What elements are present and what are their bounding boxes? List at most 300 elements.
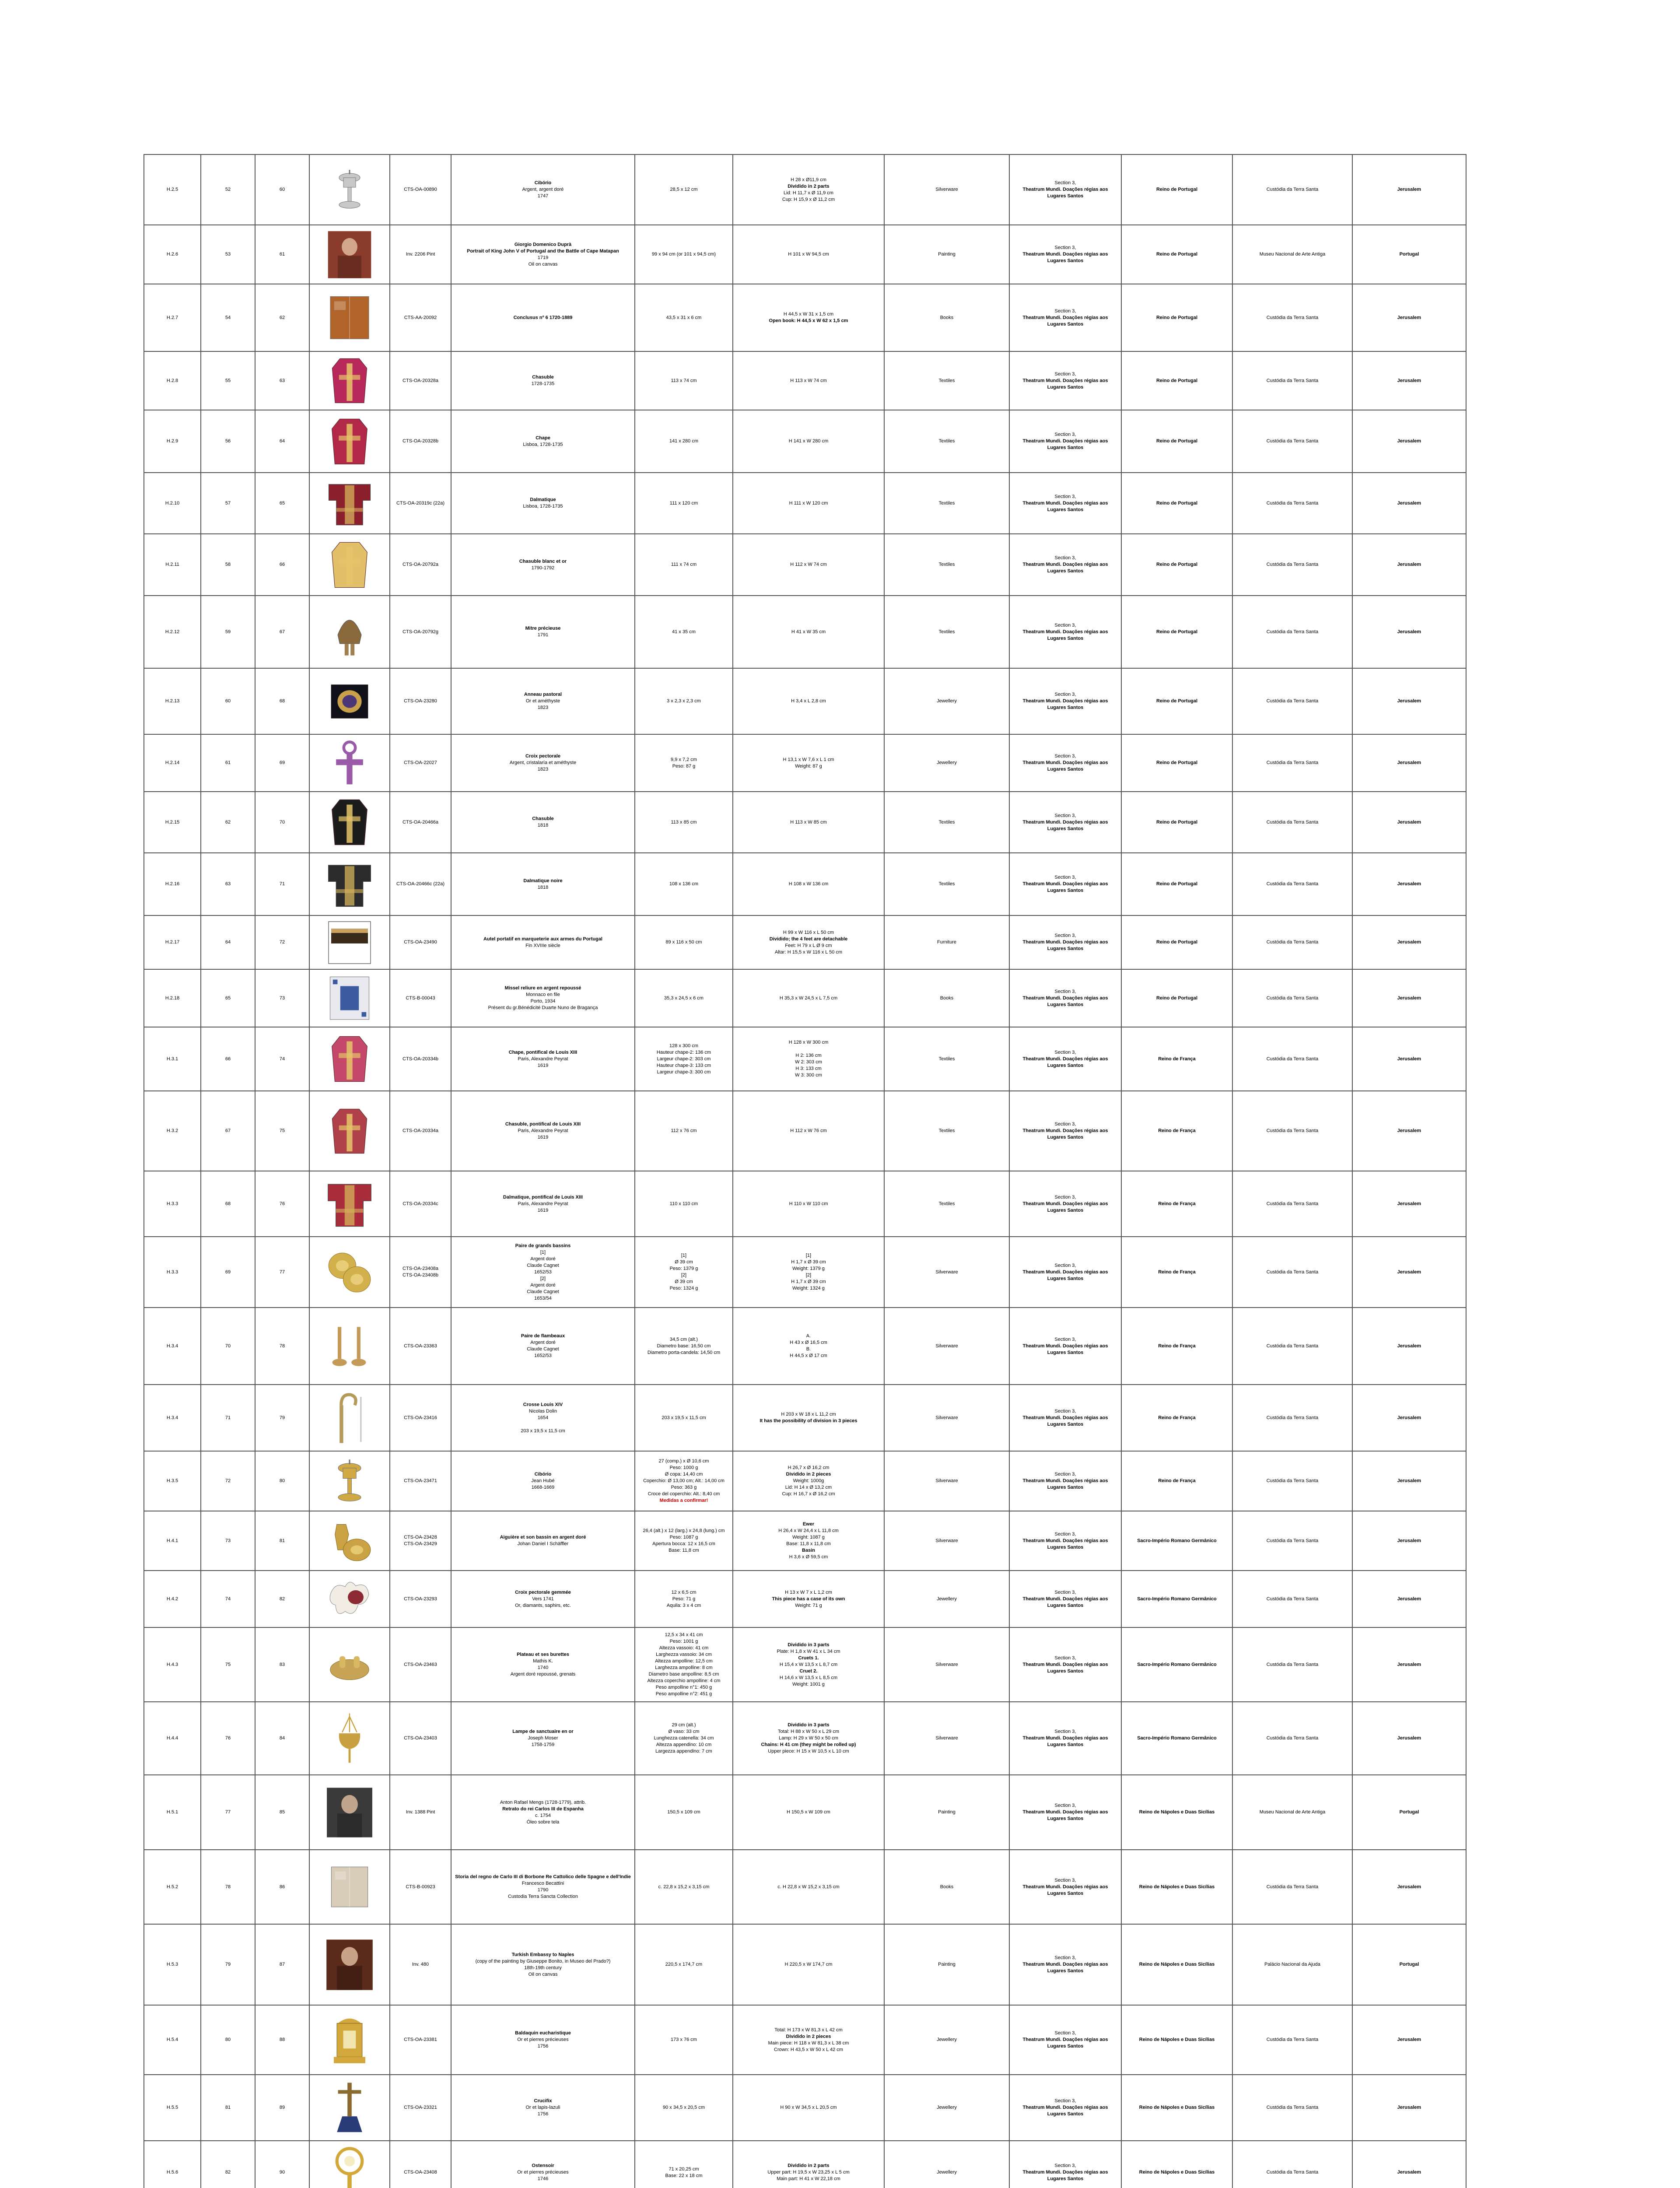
object-description-line: Portrait of King John V of Portugal and the Battle of Cape Matapan <box>467 248 619 254</box>
exhibition-section-line: Section 3, <box>1054 494 1076 499</box>
table-row <box>144 2075 1466 2141</box>
lender: Custódia da Terra Santa <box>1232 792 1352 853</box>
exhibition-section-line: Section 3, <box>1054 1803 1076 1808</box>
object-image-icon <box>323 921 376 964</box>
exhibition-section-line: Section 3, <box>1054 813 1076 818</box>
inventory-number: CTS-OA-23408 <box>390 2141 451 2188</box>
lender: Custódia da Terra Santa <box>1232 2075 1352 2141</box>
entry-number: 89 <box>255 2075 309 2141</box>
dimensions-measured <box>733 915 884 969</box>
dimensions-original-line: Largezza appendino: 7 cm <box>655 1749 712 1754</box>
kingdom: Reino de Portugal <box>1121 853 1232 915</box>
table-row <box>144 1924 1466 2005</box>
table-row <box>144 915 1466 969</box>
lender: Custódia da Terra Santa <box>1232 410 1352 473</box>
entry-number: 74 <box>255 1027 309 1091</box>
inventory-number: Inv. 1388 Pint <box>390 1775 451 1850</box>
object-description-line: Paire de flambeaux <box>521 1333 565 1339</box>
dimensions-measured <box>733 1627 884 1702</box>
kingdom: Reino de Nápoles e Duas Sicílias <box>1121 2075 1232 2141</box>
exhibition-section-line: Lugares Santos <box>1047 826 1084 831</box>
exhibition-section-line: Lugares Santos <box>1047 946 1084 951</box>
catalogue-id: H.2.14 <box>144 734 201 792</box>
dimensions-original-line: 89 x 116 x 50 cm <box>665 940 702 945</box>
lender: Custódia da Terra Santa <box>1232 351 1352 410</box>
dimensions-original <box>635 596 733 668</box>
catalogue-id: H.5.3 <box>144 1924 201 2005</box>
kingdom: Sacro-Império Romano Germânico <box>1121 1702 1232 1775</box>
dimensions-measured <box>733 2141 884 2188</box>
dimensions-measured-line: H 3,6 x Ø 59,5 cm <box>789 1554 828 1560</box>
exhibition-section-line: Theatrum Mundi. Doações régias aos <box>1022 2105 1108 2110</box>
inventory-number: CTS-OA-20328b <box>390 410 451 473</box>
exhibition-section-line: Theatrum Mundi. Doações régias aos <box>1022 1343 1108 1349</box>
dimensions-original-line: 113 x 85 cm <box>671 819 697 825</box>
object-type: Textiles <box>884 473 1009 534</box>
object-description-line: Chasuble, pontifical de Louis XIII <box>505 1122 581 1127</box>
lender: Custódia da Terra Santa <box>1232 2005 1352 2075</box>
dimensions-original-line: 27 (comp.) x Ø 10,6 cm <box>658 1459 709 1464</box>
object-thumbnail <box>323 1323 376 1369</box>
exhibition-section-line: Section 3, <box>1054 754 1076 759</box>
dimensions-original-line: Base: 11,8 cm <box>668 1548 699 1553</box>
table-row <box>144 1511 1466 1571</box>
object-type: Books <box>884 1850 1009 1924</box>
dimensions-measured <box>733 410 884 473</box>
dimensions-original <box>635 1091 733 1171</box>
location: Jerusalem <box>1352 734 1466 792</box>
object-description-line: Dalmatique <box>530 497 556 502</box>
exhibition-section <box>1009 596 1121 668</box>
dimensions-original-line: 43,5 x 31 x 6 cm <box>666 315 702 320</box>
object-image-icon <box>323 1392 376 1444</box>
kingdom: Reino de Nápoles e Duas Sicílias <box>1121 1850 1232 1924</box>
dimensions-measured-line: A. <box>806 1333 811 1339</box>
catalogue-number: 64 <box>201 915 255 969</box>
kingdom: Reino de França <box>1121 1091 1232 1171</box>
inventory-number: CTS-OA-23471 <box>390 1451 451 1511</box>
exhibition-section-line: Theatrum Mundi. Doações régias aos <box>1022 315 1108 320</box>
entry-number: 67 <box>255 596 309 668</box>
kingdom: Reino de França <box>1121 1027 1232 1091</box>
object-description-line: Or, diamants, saphirs, etc. <box>515 1602 571 1608</box>
object-thumbnail-cell <box>309 1091 390 1171</box>
object-image-icon <box>323 294 376 342</box>
dimensions-original-line: 110 x 110 cm <box>669 1201 698 1206</box>
object-type: Silverware <box>884 1511 1009 1571</box>
entry-number: 82 <box>255 1571 309 1627</box>
object-description <box>451 154 635 225</box>
exhibition-section-line: Section 3, <box>1054 1955 1076 1960</box>
dimensions-measured-line: Dividido in 3 parts <box>788 1722 830 1728</box>
object-description-line <box>454 1421 632 1428</box>
entry-number: 76 <box>255 1171 309 1237</box>
object-description-line: 1619 <box>537 1207 549 1213</box>
dimensions-measured-line: Weight: 1000g <box>793 1478 824 1483</box>
location: Jerusalem <box>1352 1171 1466 1237</box>
catalogue-number: 65 <box>201 969 255 1027</box>
object-thumbnail-cell <box>309 534 390 596</box>
dimensions-measured <box>733 1237 884 1308</box>
table-row <box>144 668 1466 734</box>
catalogue-number: 55 <box>201 351 255 410</box>
inventory-number: CTS-OA-23381 <box>390 2005 451 2075</box>
object-type: Jewellery <box>884 2141 1009 2188</box>
lender: Custódia da Terra Santa <box>1232 1571 1352 1627</box>
lender: Custódia da Terra Santa <box>1232 2141 1352 2188</box>
object-thumbnail <box>323 1249 376 1295</box>
dimensions-measured-line: Cup: H 16,7 x Ø 16,2 cm <box>782 1491 835 1497</box>
catalogue-number: 69 <box>201 1237 255 1308</box>
object-description-line: Plateau et ses burettes <box>517 1652 569 1657</box>
dimensions-measured-line: H 101 x W 94,5 cm <box>788 252 829 257</box>
exhibition-section-line: Section 3, <box>1054 1877 1076 1883</box>
dimensions-measured <box>733 1924 884 2005</box>
catalogue-id: H.2.15 <box>144 792 201 853</box>
dimensions-measured-line: H 3,4 x L 2,8 cm <box>791 698 826 704</box>
object-description-line: [1] <box>540 1249 546 1255</box>
location: Jerusalem <box>1352 915 1466 969</box>
table-row <box>144 1308 1466 1385</box>
object-description <box>451 1850 635 1924</box>
kingdom: Reino de Nápoles e Duas Sicílias <box>1121 1924 1232 2005</box>
catalogue-number: 61 <box>201 734 255 792</box>
dimensions-original <box>635 1924 733 2005</box>
exhibition-section-line: Theatrum Mundi. Doações régias aos <box>1022 819 1108 825</box>
location: Jerusalem <box>1352 2075 1466 2141</box>
table-row <box>144 1850 1466 1924</box>
kingdom: Reino de França <box>1121 1171 1232 1237</box>
dimensions-original <box>635 1385 733 1451</box>
object-image-icon <box>323 1712 376 1765</box>
catalogue-number: 52 <box>201 154 255 225</box>
dimensions-measured-line: H 13 x W 7 x L 1,2 cm <box>785 1589 832 1595</box>
object-thumbnail-cell <box>309 1775 390 1850</box>
object-image-icon <box>323 1644 376 1686</box>
dimensions-original-line: 99 x 94 cm (or 101 x 94,5 cm) <box>651 252 716 257</box>
table-row <box>144 792 1466 853</box>
entry-number: 84 <box>255 1702 309 1775</box>
object-thumbnail-cell <box>309 1702 390 1775</box>
dimensions-original-line: 71 x 20,25 cm <box>668 2166 699 2172</box>
lender: Custódia da Terra Santa <box>1232 1627 1352 1702</box>
kingdom: Reino de Portugal <box>1121 792 1232 853</box>
object-thumbnail-cell <box>309 410 390 473</box>
dimensions-measured-line: Dividido in 2 parts <box>788 183 830 189</box>
object-description-line: 1619 <box>537 1062 549 1068</box>
dimensions-measured-line: H 141 x W 280 cm <box>788 438 829 444</box>
dimensions-original-line: Peso: 1087 g <box>669 1535 698 1540</box>
inventory-number: Inv. 2206 Pint <box>390 225 451 284</box>
object-description-line: Custodia Terra Sancta Collection <box>508 1894 578 1899</box>
object-description-line: Nicolas Dolin <box>528 1408 557 1414</box>
inventory-number: CTS-OA-23490 <box>390 915 451 969</box>
dimensions-original <box>635 915 733 969</box>
object-image-icon <box>323 975 376 1021</box>
object-thumbnail-cell <box>309 1924 390 2005</box>
dimensions-measured <box>733 351 884 410</box>
object-type: Jewellery <box>884 1571 1009 1627</box>
object-type: Jewellery <box>884 2005 1009 2075</box>
object-description-line: Crosse Louis XIV <box>523 1402 563 1407</box>
exhibition-section-line: Theatrum Mundi. Doações régias aos <box>1022 629 1108 635</box>
dimensions-measured-line: Feet: H 79 x L Ø 9 cm <box>785 943 832 948</box>
object-thumbnail-cell <box>309 351 390 410</box>
object-description-line: Anton Rafael Mengs (1728-1779), attrib. <box>500 1799 586 1805</box>
dimensions-original <box>635 154 733 225</box>
exhibition-section-line: Section 3, <box>1054 308 1076 314</box>
entry-number: 83 <box>255 1627 309 1702</box>
catalogue-id: H.5.5 <box>144 2075 201 2141</box>
dimensions-original-line: Aquila: 3 x 4 cm <box>666 1602 701 1608</box>
exhibition-section-line: Section 3, <box>1054 1472 1076 1477</box>
dimensions-original-line: 3 x 2,3 x 2,3 cm <box>667 698 701 704</box>
object-thumbnail <box>323 2013 376 2068</box>
inventory-number: CTS-OA-20792a <box>390 534 451 596</box>
table-row <box>144 225 1466 284</box>
exhibition-section <box>1009 1171 1121 1237</box>
dimensions-measured-line: Lid: H 11,7 x Ø 11,9 cm <box>784 190 833 196</box>
catalogue-number: 80 <box>201 2005 255 2075</box>
exhibition-section <box>1009 1627 1121 1702</box>
exhibition-section <box>1009 853 1121 915</box>
dimensions-original <box>635 792 733 853</box>
object-description-line: Argent doré <box>530 1340 556 1345</box>
dimensions-measured-line: H 108 x W 136 cm <box>788 881 829 887</box>
dimensions-measured-line: H 28 x Ø11,9 cm <box>791 177 826 182</box>
exhibition-section-line: Lugares Santos <box>1047 2044 1084 2049</box>
dimensions-original <box>635 1850 733 1924</box>
location: Jerusalem <box>1352 1385 1466 1451</box>
lender: Custódia da Terra Santa <box>1232 734 1352 792</box>
dimensions-measured-line: Upper part: H 19,5 x W 23,25 x L 5 cm <box>767 2170 850 2175</box>
dimensions-measured <box>733 1171 884 1237</box>
exhibition-section-line: Section 3, <box>1054 1194 1076 1200</box>
dimensions-original-line: Ø copa: 14,40 cm <box>665 1472 703 1477</box>
catalogue-number: 77 <box>201 1775 255 1850</box>
object-description-line: 1756 <box>537 2044 549 2049</box>
kingdom: Reino de França <box>1121 1237 1232 1308</box>
object-description-line: Crucifix <box>534 2098 552 2104</box>
object-thumbnail <box>323 607 376 656</box>
exhibition-section-line: Theatrum Mundi. Doações régias aos <box>1022 1478 1108 1483</box>
object-description <box>451 534 635 596</box>
exhibition-section-line: Section 3, <box>1054 1408 1076 1414</box>
exhibition-section-line: Theatrum Mundi. Doações régias aos <box>1022 1201 1108 1206</box>
dimensions-measured-line: Open book: H 44,5 x W 62 x 1,5 cm <box>769 318 848 323</box>
dimensions-measured <box>733 2005 884 2075</box>
catalogue-number: 54 <box>201 284 255 351</box>
catalogue-id: H.2.11 <box>144 534 201 596</box>
object-image-icon <box>323 1787 376 1838</box>
entry-number: 71 <box>255 853 309 915</box>
object-type: Jewellery <box>884 734 1009 792</box>
dimensions-measured-line: H 1,7 x Ø 39 cm <box>791 1259 826 1265</box>
object-description <box>451 734 635 792</box>
dimensions-measured <box>733 1511 884 1571</box>
catalogue-id: H.2.12 <box>144 596 201 668</box>
object-thumbnail <box>323 1458 376 1505</box>
exhibition-section-line: Theatrum Mundi. Doações régias aos <box>1022 1269 1108 1275</box>
table-row <box>144 410 1466 473</box>
exhibition-section-line: Lugares Santos <box>1047 1668 1084 1674</box>
exhibition-section-line: Section 3, <box>1054 933 1076 938</box>
object-thumbnail-cell <box>309 2005 390 2075</box>
object-description <box>451 853 635 915</box>
lender: Custódia da Terra Santa <box>1232 1027 1352 1091</box>
kingdom: Sacro-Império Romano Germânico <box>1121 1571 1232 1627</box>
table-row <box>144 154 1466 225</box>
dimensions-measured-line: Weight: 87 g <box>795 763 822 769</box>
dimensions-measured-line: Upper piece: H 15 x W 10,5 x L 10 cm <box>768 1749 849 1754</box>
catalogue-id: H.2.8 <box>144 351 201 410</box>
location: Jerusalem <box>1352 2005 1466 2075</box>
object-description-line: 1652/53 <box>534 1269 552 1275</box>
object-type: Furniture <box>884 915 1009 969</box>
object-type: Books <box>884 969 1009 1027</box>
catalogue-id: H.4.1 <box>144 1511 201 1571</box>
exhibition-section-line: Section 3, <box>1054 2098 1076 2104</box>
object-thumbnail-cell <box>309 2141 390 2188</box>
object-type: Jewellery <box>884 668 1009 734</box>
object-thumbnail-cell <box>309 1511 390 1571</box>
dimensions-measured-line: Lamp: H 29 x W 50 x 50 cm <box>779 1736 838 1741</box>
dimensions-original-line: Hauteur chape-2: 136 cm <box>656 1049 711 1055</box>
location: Jerusalem <box>1352 596 1466 668</box>
object-type: Textiles <box>884 410 1009 473</box>
exhibition-section-line: Lugares Santos <box>1047 384 1084 390</box>
object-description-line: Johan Daniel I Schäffler <box>517 1541 569 1546</box>
catalogue-id: H.4.2 <box>144 1571 201 1627</box>
catalogue-number: 67 <box>201 1091 255 1171</box>
object-description-line: Monnaco en file <box>526 992 560 997</box>
exhibition-section-line: Theatrum Mundi. Doações régias aos <box>1022 1809 1108 1815</box>
entry-number: 68 <box>255 668 309 734</box>
object-description-line: 1756 <box>537 2111 549 2117</box>
object-description-line: Or et améthyste <box>525 698 560 704</box>
exhibition-section-line: Lugares Santos <box>1047 635 1084 641</box>
object-description-line: Ostensoir <box>532 2163 554 2168</box>
exhibition-section-line: Theatrum Mundi. Doações régias aos <box>1022 881 1108 887</box>
table-row <box>144 1451 1466 1511</box>
object-description <box>451 1451 635 1511</box>
object-image-icon <box>323 1938 376 1992</box>
dimensions-measured-line: H 110 x W 110 cm <box>789 1201 828 1206</box>
inventory-number: CTS-OA-23403 <box>390 1702 451 1775</box>
object-description-line: Claude Cagnet <box>527 1262 559 1268</box>
dimensions-measured-line: H 111 x W 120 cm <box>789 500 828 506</box>
inventory-table <box>144 154 1466 2188</box>
dimensions-measured-line: H 15,4 x W 13,5 x L 8,7 cm <box>779 1662 838 1667</box>
exhibition-section-line: Lugares Santos <box>1047 1890 1084 1896</box>
object-description-line: Joseph Moser <box>528 1736 558 1741</box>
dimensions-original-line: 220,5 x 174,7 cm <box>665 1962 703 1967</box>
exhibition-section-line: Lugares Santos <box>1047 507 1084 512</box>
dimensions-original-line: Ø 39 cm <box>675 1259 693 1265</box>
object-description-line: Paris, Alexandre Peyrat <box>518 1201 568 1206</box>
dimensions-original-line: Diametro base: 16,50 cm <box>657 1343 711 1349</box>
object-image-icon <box>323 1864 376 1910</box>
object-description-line: 1668-1669 <box>531 1485 555 1490</box>
object-description-line: Óleo sobre tela <box>526 1819 560 1825</box>
dimensions-measured-line: Plate: H 1,8 x W 41 x L 34 cm <box>777 1648 840 1654</box>
dimensions-measured-line: Ewer <box>802 1522 815 1527</box>
object-description <box>451 1571 635 1627</box>
kingdom: Reino de Portugal <box>1121 534 1232 596</box>
dimensions-measured <box>733 1027 884 1091</box>
exhibition-section-line: Lugares Santos <box>1047 193 1084 199</box>
location: Portugal <box>1352 1924 1466 2005</box>
exhibition-section <box>1009 351 1121 410</box>
table-row <box>144 534 1466 596</box>
table-row <box>144 284 1466 351</box>
exhibition-section-line: Section 3, <box>1054 692 1076 697</box>
dimensions-original <box>635 1511 733 1571</box>
object-description-line: 1619 <box>537 1135 549 1140</box>
exhibition-section <box>1009 734 1121 792</box>
object-thumbnail <box>323 798 376 847</box>
table-row <box>144 1237 1466 1308</box>
kingdom: Reino de França <box>1121 1451 1232 1511</box>
location: Jerusalem <box>1352 534 1466 596</box>
object-image-icon <box>323 1323 376 1369</box>
dimensions-original <box>635 2141 733 2188</box>
exhibition-section-line: Theatrum Mundi. Doações régias aos <box>1022 1415 1108 1420</box>
dimensions-original <box>635 284 733 351</box>
exhibition-section-line: Section 3, <box>1054 1122 1076 1127</box>
exhibition-section-line: Theatrum Mundi. Doações régias aos <box>1022 562 1108 567</box>
exhibition-section-line: Section 3, <box>1054 1262 1076 1268</box>
dimensions-original-line: Lunghezza catenella: 34 cm <box>654 1736 714 1741</box>
dimensions-original-line: Ø vaso: 33 cm <box>668 1729 700 1734</box>
dimensions-original-line: [1] <box>681 1253 687 1258</box>
dimensions-original-line: 34,5 cm (alt.) <box>669 1336 698 1342</box>
exhibition-section-line: Section 3, <box>1054 2163 1076 2168</box>
exhibition-section-line: Theatrum Mundi. Doações régias aos <box>1022 940 1108 945</box>
inventory-number: CTS-B-00043 <box>390 969 451 1027</box>
object-description-line: Argent doré <box>530 1256 556 1262</box>
kingdom: Reino de França <box>1121 1385 1232 1451</box>
dimensions-original-line: c. 22,8 x 15,2 x 3,15 cm <box>658 1884 710 1890</box>
object-thumbnail-cell <box>309 473 390 534</box>
object-description-line: Mitre précieuse <box>525 626 561 631</box>
dimensions-original-line: 128 x 300 cm <box>669 1043 699 1048</box>
dimensions-original-line: 28,5 x 12 cm <box>670 187 698 192</box>
exhibition-section-line: Lugares Santos <box>1047 1135 1084 1140</box>
kingdom: Reino de Nápoles e Duas Sicílias <box>1121 1775 1232 1850</box>
kingdom: Reino de Nápoles e Duas Sicílias <box>1121 2141 1232 2188</box>
object-image-icon <box>323 1107 376 1155</box>
exhibition-section <box>1009 410 1121 473</box>
exhibition-section-line: Lugares Santos <box>1047 1968 1084 1974</box>
object-description-line: 1740 <box>537 1665 549 1670</box>
dimensions-original <box>635 1451 733 1511</box>
catalogue-number: 63 <box>201 853 255 915</box>
object-description-line: Chape <box>536 435 550 441</box>
object-type: Silverware <box>884 1451 1009 1511</box>
dimensions-original <box>635 473 733 534</box>
object-description <box>451 668 635 734</box>
object-type: Jewellery <box>884 2075 1009 2141</box>
dimensions-original-line: Peso: 87 g <box>672 763 696 769</box>
dimensions-measured <box>733 1571 884 1627</box>
object-image-icon <box>323 1179 376 1228</box>
location: Jerusalem <box>1352 1702 1466 1775</box>
dimensions-original <box>635 668 733 734</box>
dimensions-original-line: Larghezza vassoio: 34 cm <box>656 1652 712 1657</box>
dimensions-measured <box>733 534 884 596</box>
dimensions-measured-line: H 41 x W 35 cm <box>791 629 826 635</box>
